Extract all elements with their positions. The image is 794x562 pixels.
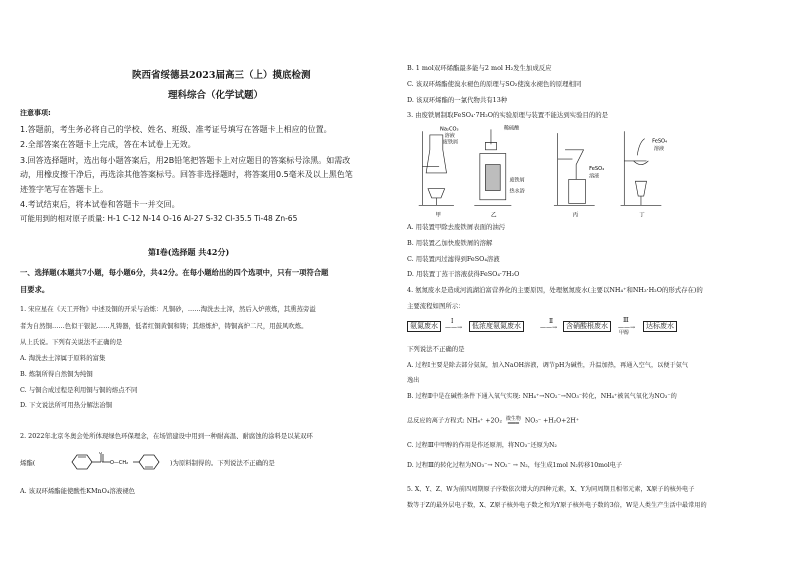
apparatus-yi [474,129,511,205]
q4-option-a-cont: 逸出 [407,377,420,384]
flow-arrow: ——→ [618,324,636,331]
flow-arrow-label: Ⅲ [623,317,629,324]
q4-stem: 主要流程如图所示： [407,302,465,310]
q4-option-d: D. 过程Ⅲ的转化过程为NO₃⁻→ NO₂⁻ → N₂，每生成1mol N₂转移10mol电子 [407,462,623,469]
section-intro: 目要求。 [20,285,50,294]
svg-text:O—CH₂: O—CH₂ [110,460,129,466]
q4-option-a: A. 过程Ⅰ主要是除去部分氨氮，加入NaOH溶液，调节pH为碱性，升温加热，再通入空气，以便于氨气 [407,362,689,369]
caption-bing: 丙 [572,212,578,219]
caption-ding: 丁 [639,212,645,219]
flow-arrow: ——→ [445,324,463,331]
flow-box-low-ammonia: 低浓度氨氮废水 [469,321,524,332]
label-feso4: FeSO₄ [589,166,605,173]
section-intro: 一、选择题(本题共7小题，每小题6分，共42分。在每小题给出的四个选项中，只有一项符合题 [20,268,329,277]
q5-stem: 5. X、Y、Z、W为前四周期原子序数依次增大的四种元素，X、Y为同周期且相邻元素，X原子的核外电子 [407,486,695,493]
bicyclic-ester-structure [67,452,167,472]
q3-option-c: C. 用装置丙过滤得到FeSO₄溶液 [407,255,500,263]
label-na2co3: Na₂CO₃ [440,126,459,133]
q1-stem: 者为自然铜……色似干银泥……凡铸器，低者红铜黄铜和铸；其熔炼炉，铸铜高炉二尺，用鼓风吹炼。 [20,322,308,330]
q2-option-a: A. 该双环烯酯能使酸性KMnO₄溶液褪色 [20,487,135,495]
label-scrap: 废铁屑 [509,177,525,184]
q2-prefix: 烯酯( [20,459,36,467]
q1-option-c: C. 与铜合成过程是利用铜与铜的熔点不同 [20,386,138,394]
q1-option-d: D. 下文说法所可用热分解法冶铜 [20,401,113,409]
exam-subtitle: 理科综合（化学试题） [168,90,264,101]
q4-option-c: C. 过程Ⅲ中甲醇的作用是作还原剂，将NO₃⁻还原为N₂ [407,442,557,449]
q2-stem: 2. 2022年北京冬奥会处所体现绿色环保理念，在场馆建设中用到一种耐高温、耐腐蚀的涂料是以某双环 [20,432,313,440]
flow-box-compliant: 达标废水 [643,321,677,332]
q4-option-b-equation: 总反应的离子方程式: NH₄⁺ +2O₂ 微生物 ═══ NO₃⁻ +H₂O+2H⁺ [407,416,580,427]
exam-title: 陕西省绥德县2023届高三（上）摸底检测 [132,70,311,81]
q4-stem: 4. 氨氮废水是造成河流湖泊富营养化的主要原因，处理氨氮废水(主要以NH₄⁺和NH₃·H₂O的形式存在)的 [407,286,703,294]
q2-suffix: )为原料制得的。下列说法不正确的是 [170,459,275,467]
label-feso4: FeSO₄ [652,138,668,145]
label-solution: 溶液 [444,132,455,139]
q2-option-c: C. 该双环烯酯使溴水褪色的原理与SO₂使溴水褪色的原理相同 [407,80,582,88]
label-solution: 溶液 [589,173,600,180]
note-item: 动，用橡皮擦干净后，再选涂其他答案标号。回答非选择题时，将答案用0.5毫米及以上黑色笔 [20,170,353,179]
q4-option-b: B. 过程Ⅱ中是在碱性条件下通入氧气实现: NH₄⁺→NO₂⁻→NO₃⁻转化，NH₄⁺被氧气氧化为NO₃⁻的 [407,393,677,400]
caption-yi: 乙 [490,212,497,219]
q1-stem: 从上氏说。下列有关说法不正确的是 [20,338,123,346]
q1-option-a: A. 淘洗去土滓属于原料的富集 [20,354,106,362]
q1-stem: 1. 宋应星在《天工开物》中述及铜的开采与冶炼：凡铜砂，……淘洗去土滓，然后入炉煎炼，其熏蒸旁溢 [20,305,316,313]
q3-option-d: D. 用装置丁蒸干溶液获得FeSO₄·7H₂O [407,270,520,278]
q3-option-b: B. 用装置乙加快废铁屑的溶解 [407,239,493,247]
q3-option-a: A. 用装置甲除去废铁屑表面的油污 [407,223,506,231]
flow-arrow-label: Ⅰ [451,318,454,325]
q1-option-b: B. 炼制所得自然铜为纯铜 [20,370,93,378]
q4-question: 下列说法不正确的是 [407,345,465,353]
label-bath: 热水浴 [509,188,525,195]
q5-stem: 数等于Z的最外层电子数，X、Z原子核外电子数之和为Y原子核外电子数的3倍，W是人类生产生活中最常用的 [407,502,707,509]
note-item: 3.回答选择题时，选出每小题答案后，用2B铅笔把答题卡上对应题目的答案标号涂黑。如需改 [20,156,351,165]
flow-arrow: ——→ [540,324,558,331]
flow-arrow-label: Ⅱ [549,318,554,325]
flow-box-nitrate: 含硝酸根废水 [563,321,611,332]
note-item: 1.答题前，考生务必将自己的学校、姓名、班级、准考证号填写在答题卡上相应的位置。 [20,125,332,134]
label-solution: 溶液 [653,145,665,152]
section-title: 第Ⅰ卷(选择题 共42分) [148,247,230,257]
svg-text:O: O [99,452,103,455]
right-column [397,0,794,562]
notes-heading: 注意事项: [20,109,51,117]
flow-box-ammonia-wastewater: 氨氮废水 [407,321,441,332]
note-item: 迹签字笔写在答题卡上。 [20,185,108,194]
lab-apparatus-figure [408,122,698,222]
atomic-masses: 可能用到的相对原子质量: H-1 C-12 N-14 O-16 Al-27 S-32 Cl-35.5 Ti-48 Zn-65 [20,214,298,223]
q3-stem: 3. 由废铁屑制取FeSO₄·7H₂O的实验原理与装置不能达到实验目的的是 [407,111,609,119]
caption-jia: 甲 [435,212,441,219]
q2-option-d: D. 该双环烯酯的一氯代物共有13种 [407,96,508,104]
flow-arrow-reagent: 甲醇 [619,330,630,336]
note-item: 4.考试结束后，将本试卷和答题卡一并交回。 [20,200,180,209]
label-scrap: 废铁屑 [442,139,459,146]
catalyst-label: 微生物 [505,416,521,422]
ammonia-treatment-flowchart [407,318,707,336]
q2-option-b: B. 1 mol双环烯酯最多能与2 mol H₂发生加成反应 [407,64,552,72]
label-acid: 稀硫酸 [503,125,520,132]
note-item: 2.全部答案在答题卡上完成，答在本试卷上无效。 [20,140,196,149]
